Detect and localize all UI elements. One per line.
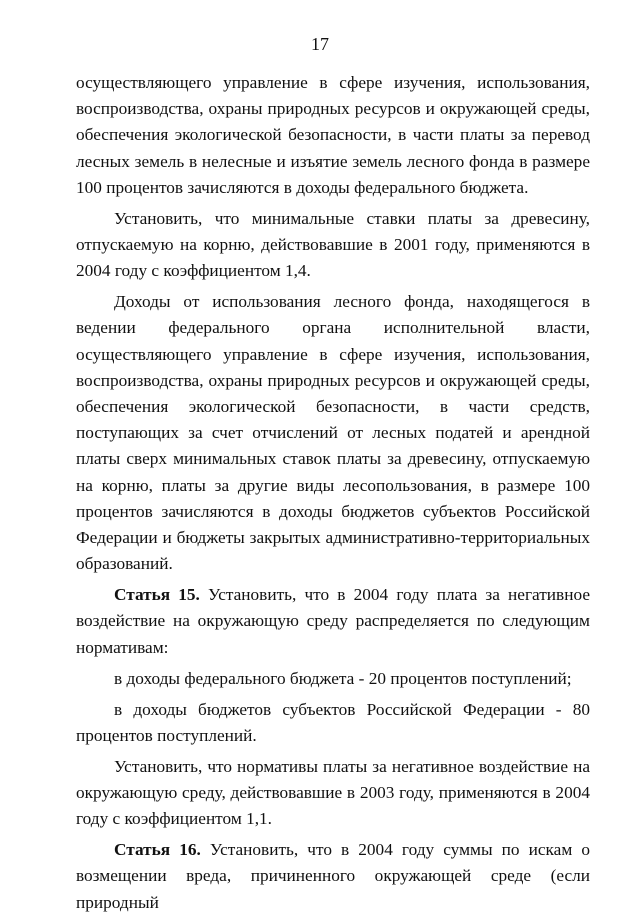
paragraph-text: Установить, что минимальные ставки платы за древесину, отпускаемую на корню, действовавшие в 2001 году, применяются в 2004 году с коэффициентом 1,4. [76, 208, 590, 281]
paragraph-text: в доходы федерального бюджета - 20 процентов поступлений; [114, 668, 572, 688]
paragraph-regional-share [76, 697, 590, 749]
paragraph-text: осуществляющего управление в сфере изучения, использования, воспроизводства, охраны природных ресурсов и окружающей среды, обеспечения экологической безопасности, в части платы за перевод лесных земель в нелесные и изъятие земель лесного фонда в размере 100 процентов зачисляются в доходы федерального бюджета. [76, 73, 590, 197]
document-body [76, 70, 590, 921]
article-label: Статья 15. [114, 585, 200, 605]
page-number: 17 [311, 34, 329, 54]
paragraph-continuation [76, 70, 590, 201]
paragraph-text: в доходы бюджетов субъектов Российской Федерации - 80 процентов поступлений. [76, 699, 590, 745]
paragraph-fee-coefficient [76, 754, 590, 833]
paragraph-text: Установить, что нормативы платы за негативное воздействие на окружающую среду, действовавшие в 2003 году, применяются в 2004 году с коэффициентом 1,1. [76, 756, 590, 829]
paragraph-forest-income [76, 289, 590, 577]
paragraph-timber-rates [76, 206, 590, 285]
paragraph-text: Установить, что в 2004 году плата за негативное воздействие на окружающую среду распределяется по следующим нормативам: [76, 585, 590, 657]
article-16 [76, 837, 590, 916]
article-label: Статья 16. [114, 840, 201, 860]
article-15 [76, 582, 590, 661]
paragraph-text: Доходы от использования лесного фонда, находящегося в ведении федерального органа исполнительной власти, осуществляющего управление в сфере изучения, использования, воспроизводства, охраны природных ресурсов и окружающей среды, обеспечения экологической безопасности, в части средств, поступающих за счет отчислений от лесных податей и арендной платы сверх минимальных ставок платы за древесину, отпускаемую на корню, платы за другие виды лесопользования, в размере 100 процентов зачисляются в доходы бюджетов субъектов Российской Федерации и бюджеты закрытых административно-территориальных образований. [76, 292, 590, 574]
paragraph-text: Установить, что в 2004 году суммы по искам о возмещении вреда, причиненного окружающей среде (если природный [76, 840, 591, 912]
paragraph-federal-share [76, 666, 590, 692]
